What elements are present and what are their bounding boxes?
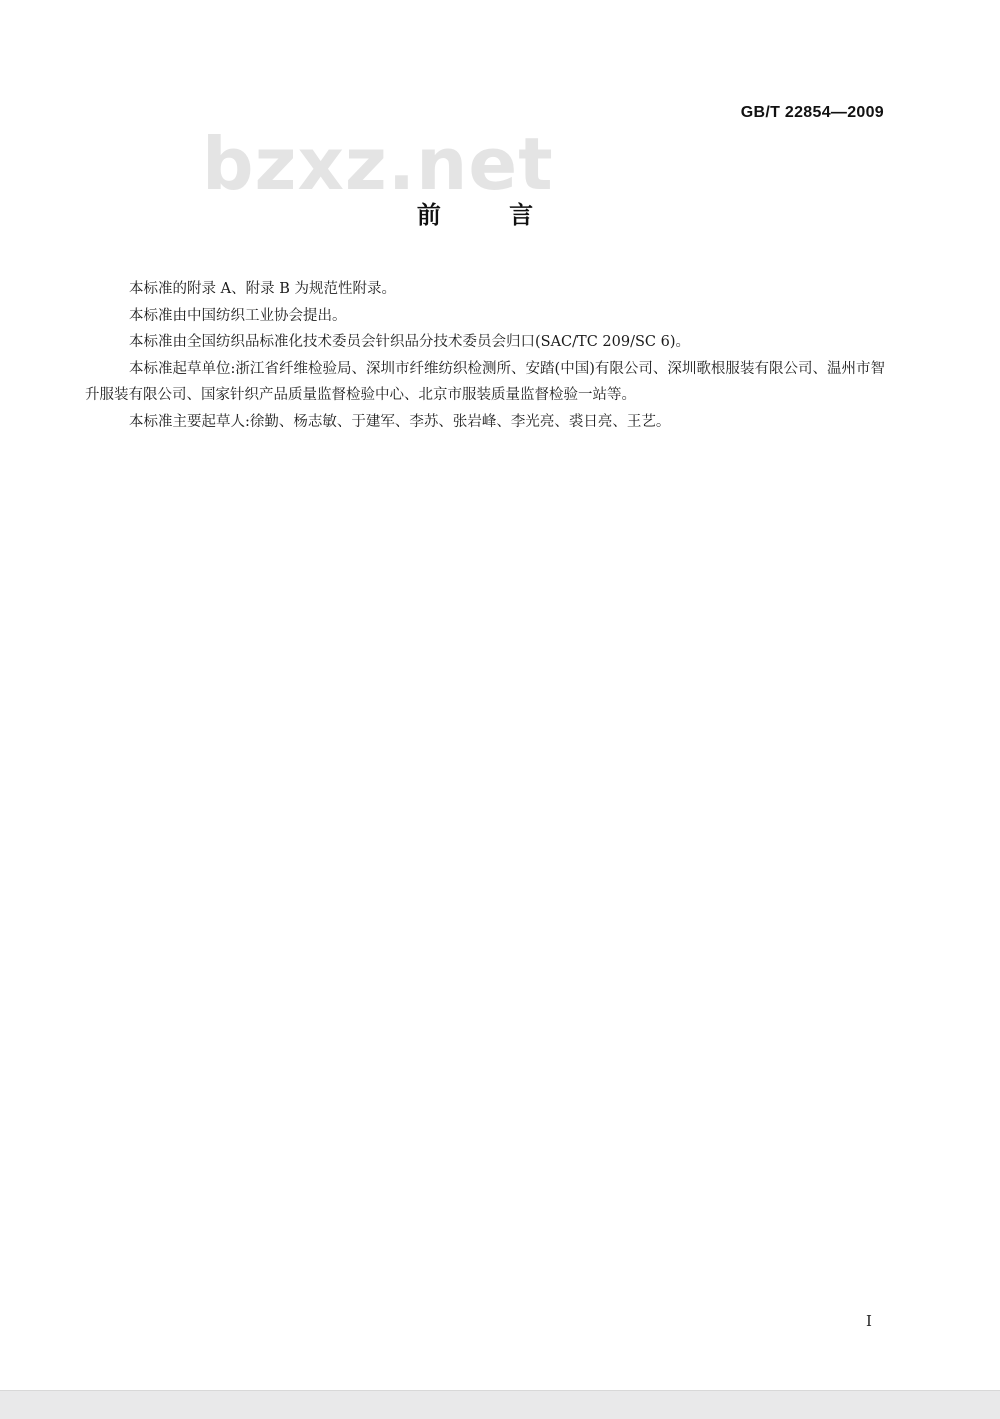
paragraph-appendix: 本标准的附录 A、附录 B 为规范性附录。 [129,281,396,297]
watermark: bzxz.net [202,122,554,206]
viewer-bottom-strip [0,1390,1000,1419]
paragraph-drafting-units: 本标准起草单位:浙江省纤维检验局、深圳市纤维纺织检测所、安踏(中国)有限公司、深圳歌根服装有限公司、温州市智升服装有限公司、国家针织产品质量监督检验中心、北京市服装质量监督检验一站等。 [85,360,885,403]
page-title: 前 言 [416,201,564,229]
foreword-body [85,276,885,435]
paragraph-committee: 本标准由全国纺织品标准化技术委员会针织品分技术委员会归口(SAC/TC 209/SC 6)。 [129,334,690,350]
paragraph-proposer: 本标准由中国纺织工业协会提出。 [129,307,347,324]
page-number: I [866,1312,872,1330]
standard-number: GB/T 22854—2009 [740,104,884,121]
paragraph-drafters: 本标准主要起草人:徐勤、杨志敏、于建军、李苏、张岩峰、李光亮、裘日亮、王艺。 [129,413,671,430]
